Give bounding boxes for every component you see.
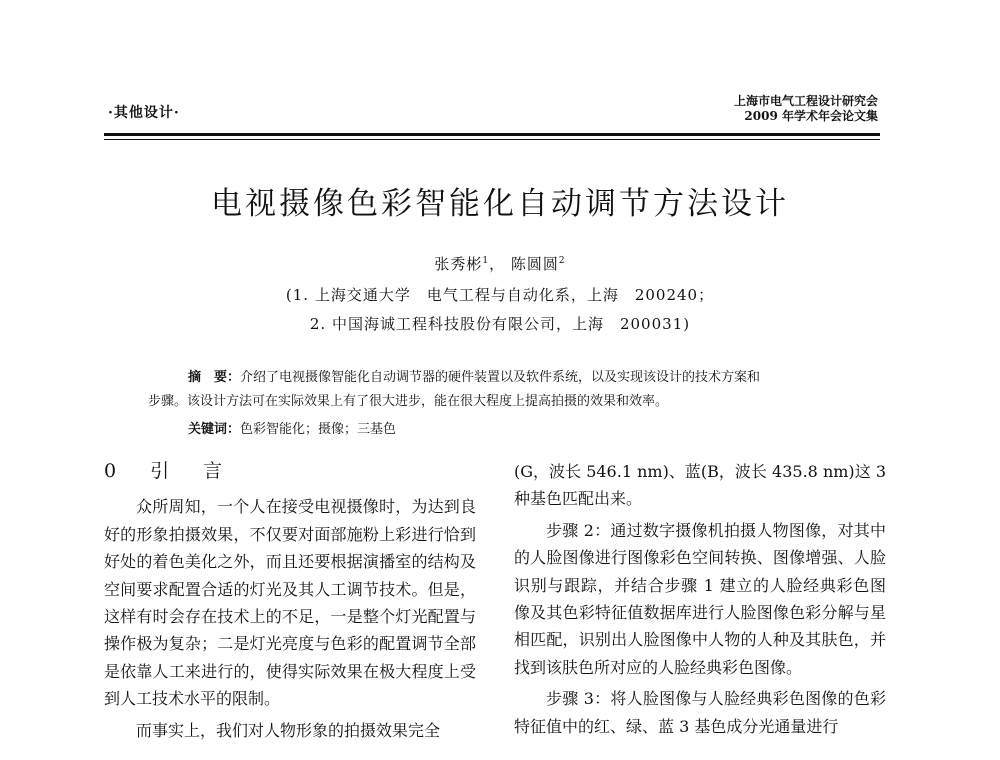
affiliation-2: 2. 中国海诚工程科技股份有限公司，上海 200031) xyxy=(309,315,691,333)
right-paragraph-0: (G，波长 546.1 nm)、蓝(B，波长 435.8 nm)这 3 种基色匹配出来。 xyxy=(514,462,886,509)
journal-header xyxy=(658,94,878,124)
left-paragraph-1: 众所周知，一个人在接受电视摄像时，为达到良好的形象拍摄效果，不仅要对面部施粉上彩进行恰到好处的着色美化之外，而且还要根据演播室的结构及空间要求配置合适的灯光及其人工调节技术。但是，这样有时会存在技术上的不足，一是整个灯光配置与操作极为复杂；二是灯光亮度与色彩的配置调节全部是依靠人工来进行的，使得实际效果在极大程度上受到人工技术水平的限制。 xyxy=(104,497,476,709)
abstract xyxy=(148,366,860,414)
right-paragraph-step2: 步骤 2：通过数字摄像机拍摄人物图像，对其中的人脸图像进行图像彩色空间转换、图像增强、人脸识别与跟踪，并结合步骤 1 建立的人脸经典彩色图像及其色彩特征值数据库进行人脸图像色彩分解与星相匹配，识别出人脸图像中人物的人种及其肤色，并找到该肤色所对应的人脸经典彩色图像。 xyxy=(514,520,886,677)
keywords-value: 色彩智能化；摄像；三基色 xyxy=(240,422,397,437)
abstract-label: 摘 要： xyxy=(188,370,241,385)
keywords xyxy=(188,418,396,437)
right-paragraph-step3: 步骤 3：将人脸图像与人脸经典彩色图像的色彩特征值中的红、绿、蓝 3 基色成分光通量进行 xyxy=(514,689,886,736)
section-label: ·其他设计· xyxy=(108,105,180,121)
affiliation-1: (1. 上海交通大学 电气工程与自动化系，上海 200240； xyxy=(285,286,715,304)
abstract-text-1: 介绍了电视摄像智能化自动调节器的硬件装置以及软件系统，以及实现该设计的技术方案和 xyxy=(240,370,761,385)
header-rule-thick xyxy=(104,133,880,136)
journal-line-2: 2009 年学术年会论文集 xyxy=(744,109,878,123)
left-paragraph-2: 而事实上，我们对人物形象的拍摄效果完全 xyxy=(136,720,441,740)
author-separator: ， xyxy=(489,255,506,273)
left-column xyxy=(104,458,476,744)
paper-title: 电视摄像色彩智能化自动调节方法设计 xyxy=(211,186,789,222)
author-1-affil-mark: 1 xyxy=(482,256,490,266)
keywords-label: 关键词： xyxy=(188,422,241,437)
section-heading-intro: 0 引 言 xyxy=(104,460,237,482)
journal-line-1: 上海市电气工程设计研究会 xyxy=(733,94,878,108)
author-2: 陈圆圆 xyxy=(510,255,559,273)
header-rule-thin xyxy=(104,139,880,140)
author-2-affil-mark: 2 xyxy=(558,256,566,266)
right-column xyxy=(514,458,886,740)
author-1: 张秀彬 xyxy=(434,255,483,273)
abstract-line-1 xyxy=(148,366,860,390)
abstract-text-2: 步骤。该设计方法可在实际效果上有了很大进步，能在很大程度上提高拍摄的效果和效率。 xyxy=(148,394,669,409)
author-line xyxy=(0,253,1000,274)
